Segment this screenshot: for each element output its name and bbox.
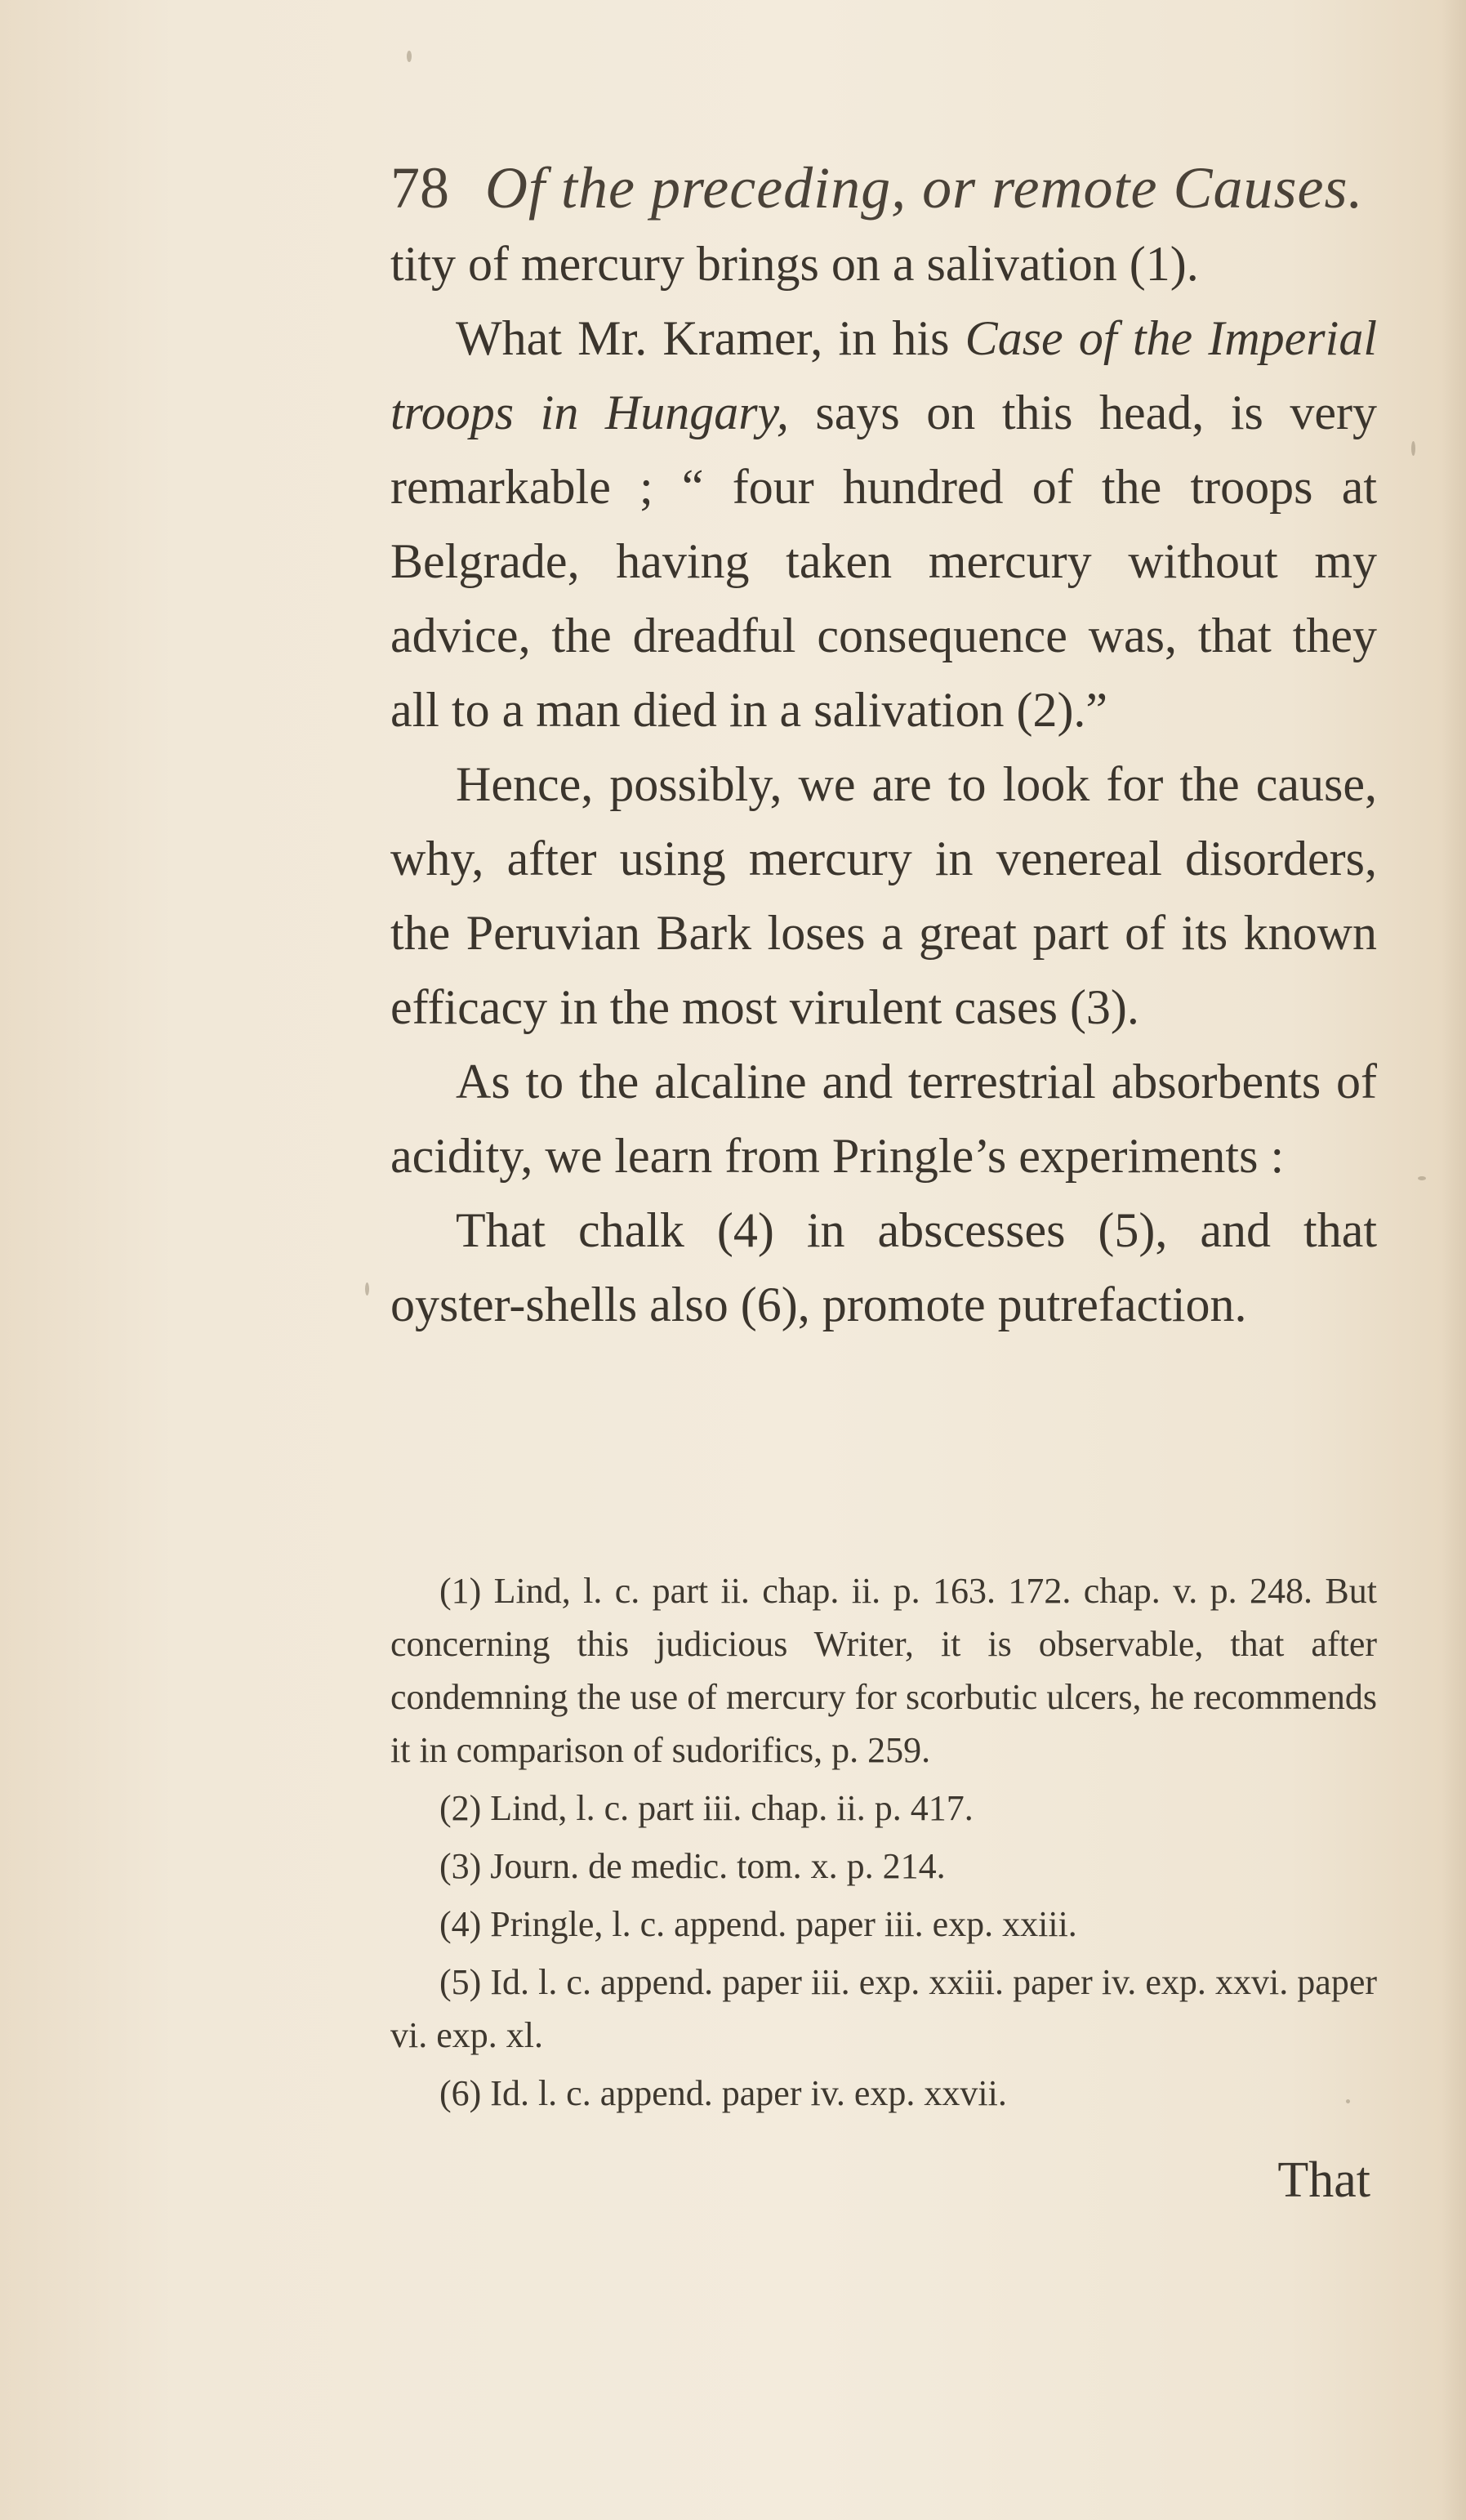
paper-speck	[1418, 1176, 1426, 1180]
running-head	[390, 151, 1403, 225]
footnote-1: (1) Lind, l. c. part ii. chap. ii. p. 163. 172. chap. v. p. 248. But concerning this judicious Writer, it is observable, that after condemning the use of mercury for scorbutic ulcers, he recommends it in comparison of sudorifics, p. 259.	[390, 1571, 1377, 1770]
body-text	[390, 227, 1377, 1342]
paper-speck	[407, 51, 412, 62]
footnote-5: (5) Id. l. c. append. paper iii. exp. xxiii. paper iv. exp. xxvi. paper vi. exp. xl.	[390, 1962, 1377, 2055]
running-head-title: Of the preceding, or remote Causes.	[485, 155, 1364, 221]
paragraph-5: That chalk (4) in abscesses (5), and that oyster-shells also (6), promote putrefaction.	[390, 1203, 1377, 1331]
paragraph-1: tity of mercury brings on a salivation (1).	[390, 237, 1199, 291]
footnotes	[390, 1564, 1377, 2125]
footnote-6: (6) Id. l. c. append. paper iv. exp. xxvii.	[439, 2073, 1007, 2113]
footnote-2: (2) Lind, l. c. part iii. chap. ii. p. 417.	[439, 1788, 974, 1828]
footnote-4: (4) Pringle, l. c. append. paper iii. exp. xxiii.	[439, 1904, 1077, 1944]
paragraph-3: Hence, possibly, we are to look for the cause, why, after using mercury in venereal disorders, the Peruvian Bark loses a great part of its known efficacy in the most virulent cases (3).	[390, 757, 1377, 1034]
page-edge-shadow	[1441, 0, 1466, 2520]
paragraph-2-start: What Mr. Kramer, in his	[456, 311, 965, 365]
paper-speck	[1411, 441, 1415, 456]
paragraph-4: As to the alcaline and terrestrial absorbents of acidity, we learn from Pringle’s experiments :	[390, 1055, 1377, 1183]
catchword: That	[1277, 2152, 1370, 2208]
paragraph-2-end: says on this head, is very remarkable ; “ four hundred of the troops at Belgrade, having taken mercury without my advice, the dreadful consequence was, that they all to a man died in a salivation (2).”	[390, 386, 1378, 737]
page-number: 78	[390, 155, 449, 221]
cited-work-title: Case of the Imperial troops in Hungary,	[390, 311, 1377, 439]
paragraph-2	[390, 301, 1377, 747]
paper-speck	[365, 1282, 369, 1296]
footnote-3: (3) Journ. de medic. tom. x. p. 214.	[439, 1846, 946, 1886]
